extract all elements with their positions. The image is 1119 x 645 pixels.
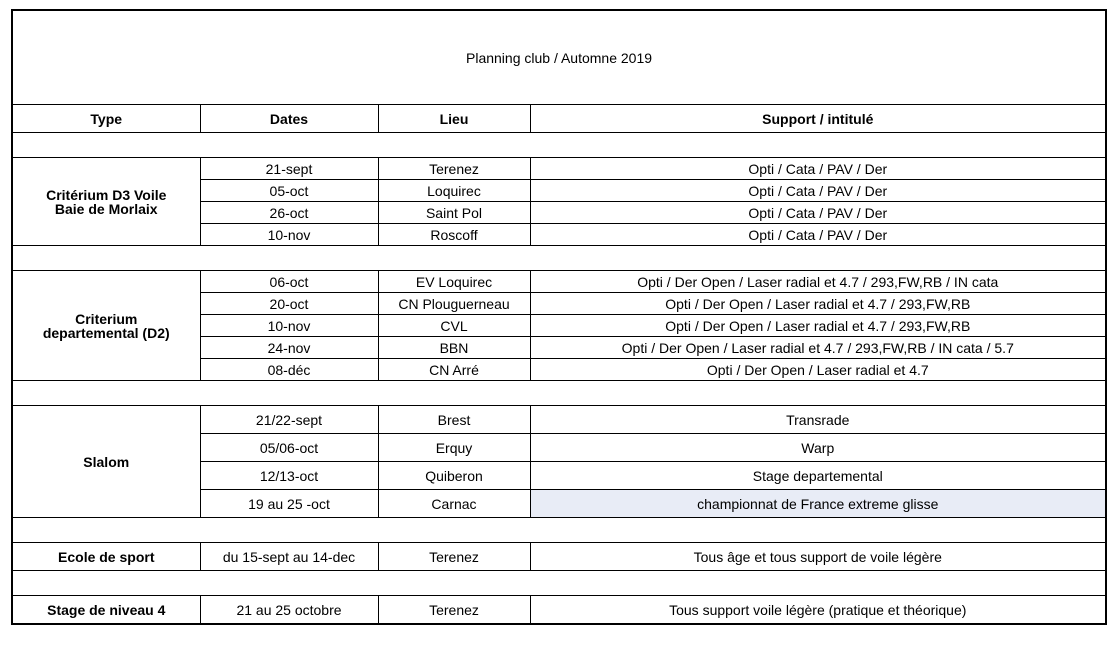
cell-date: 20-oct [200, 293, 378, 315]
cell-date: 24-nov [200, 337, 378, 359]
cell-lieu: BBN [378, 337, 530, 359]
cell-date: 21 au 25 octobre [200, 596, 378, 625]
cell-date: 21/22-sept [200, 406, 378, 434]
table-row [12, 543, 1106, 571]
cell-lieu: CVL [378, 315, 530, 337]
cell-support: Opti / Cata / PAV / Der [530, 224, 1106, 246]
cell-date: 12/13-oct [200, 462, 378, 490]
type-line: departemental (D2) [42, 324, 170, 341]
planning-table [11, 9, 1107, 625]
header-support: Support / intitulé [530, 105, 1106, 133]
cell-lieu: Quiberon [378, 462, 530, 490]
type-criterium-d2 [12, 271, 200, 381]
cell-support: Tous âge et tous support de voile légère [530, 543, 1106, 571]
cell-lieu: Carnac [378, 490, 530, 518]
cell-support: Warp [530, 434, 1106, 462]
table-row [12, 271, 1106, 293]
cell-lieu: Terenez [378, 158, 530, 180]
header-type: Type [12, 105, 200, 133]
cell-lieu: Terenez [378, 543, 530, 571]
cell-support: Tous support voile légère (pratique et théorique) [530, 596, 1106, 625]
cell-support: Opti / Cata / PAV / Der [530, 180, 1106, 202]
cell-lieu: EV Loquirec [378, 271, 530, 293]
cell-date: 06-oct [200, 271, 378, 293]
table-row [12, 158, 1106, 180]
table-row [12, 406, 1106, 434]
cell-lieu: Erquy [378, 434, 530, 462]
type-slalom: Slalom [12, 406, 200, 518]
cell-support: Opti / Der Open / Laser radial et 4.7 / 293,FW,RB [530, 315, 1106, 337]
cell-lieu: Roscoff [378, 224, 530, 246]
cell-date: 10-nov [200, 315, 378, 337]
cell-date: 08-déc [200, 359, 378, 381]
type-line: Baie de Morlaix [54, 200, 158, 217]
cell-support: Stage departemental [530, 462, 1106, 490]
spacer-row [12, 246, 1106, 271]
cell-date: 05/06-oct [200, 434, 378, 462]
cell-lieu: Saint Pol [378, 202, 530, 224]
cell-support: Opti / Der Open / Laser radial et 4.7 / 293,FW,RB [530, 293, 1106, 315]
header-dates: Dates [200, 105, 378, 133]
page-title: Planning club / Automne 2019 [12, 10, 1106, 105]
cell-date: 26-oct [200, 202, 378, 224]
header-lieu: Lieu [378, 105, 530, 133]
cell-support: Opti / Cata / PAV / Der [530, 158, 1106, 180]
cell-support: Opti / Der Open / Laser radial et 4.7 [530, 359, 1106, 381]
type-line: Criterium [75, 310, 138, 327]
type-criterium-d3 [12, 158, 200, 246]
cell-lieu: CN Plouguerneau [378, 293, 530, 315]
cell-lieu: Terenez [378, 596, 530, 625]
cell-date: 10-nov [200, 224, 378, 246]
cell-date: 05-oct [200, 180, 378, 202]
cell-support: Opti / Der Open / Laser radial et 4.7 / 293,FW,RB / IN cata / 5.7 [530, 337, 1106, 359]
spacer-row [12, 571, 1106, 596]
cell-support: Transrade [530, 406, 1106, 434]
type-ecole-de-sport: Ecole de sport [12, 543, 200, 571]
type-line: Critérium D3 Voile [46, 186, 167, 203]
cell-lieu: CN Arré [378, 359, 530, 381]
cell-date: 21-sept [200, 158, 378, 180]
type-stage-niveau-4: Stage de niveau 4 [12, 596, 200, 625]
cell-support-highlighted: championnat de France extreme glisse [530, 490, 1106, 518]
cell-date: 19 au 25 -oct [200, 490, 378, 518]
spacer-row [12, 133, 1106, 158]
cell-support: Opti / Cata / PAV / Der [530, 202, 1106, 224]
cell-support: Opti / Der Open / Laser radial et 4.7 / 293,FW,RB / IN cata [530, 271, 1106, 293]
table-row [12, 596, 1106, 625]
cell-date: du 15-sept au 14-dec [200, 543, 378, 571]
cell-lieu: Brest [378, 406, 530, 434]
spacer-row [12, 381, 1106, 406]
spacer-row [12, 518, 1106, 543]
cell-lieu: Loquirec [378, 180, 530, 202]
